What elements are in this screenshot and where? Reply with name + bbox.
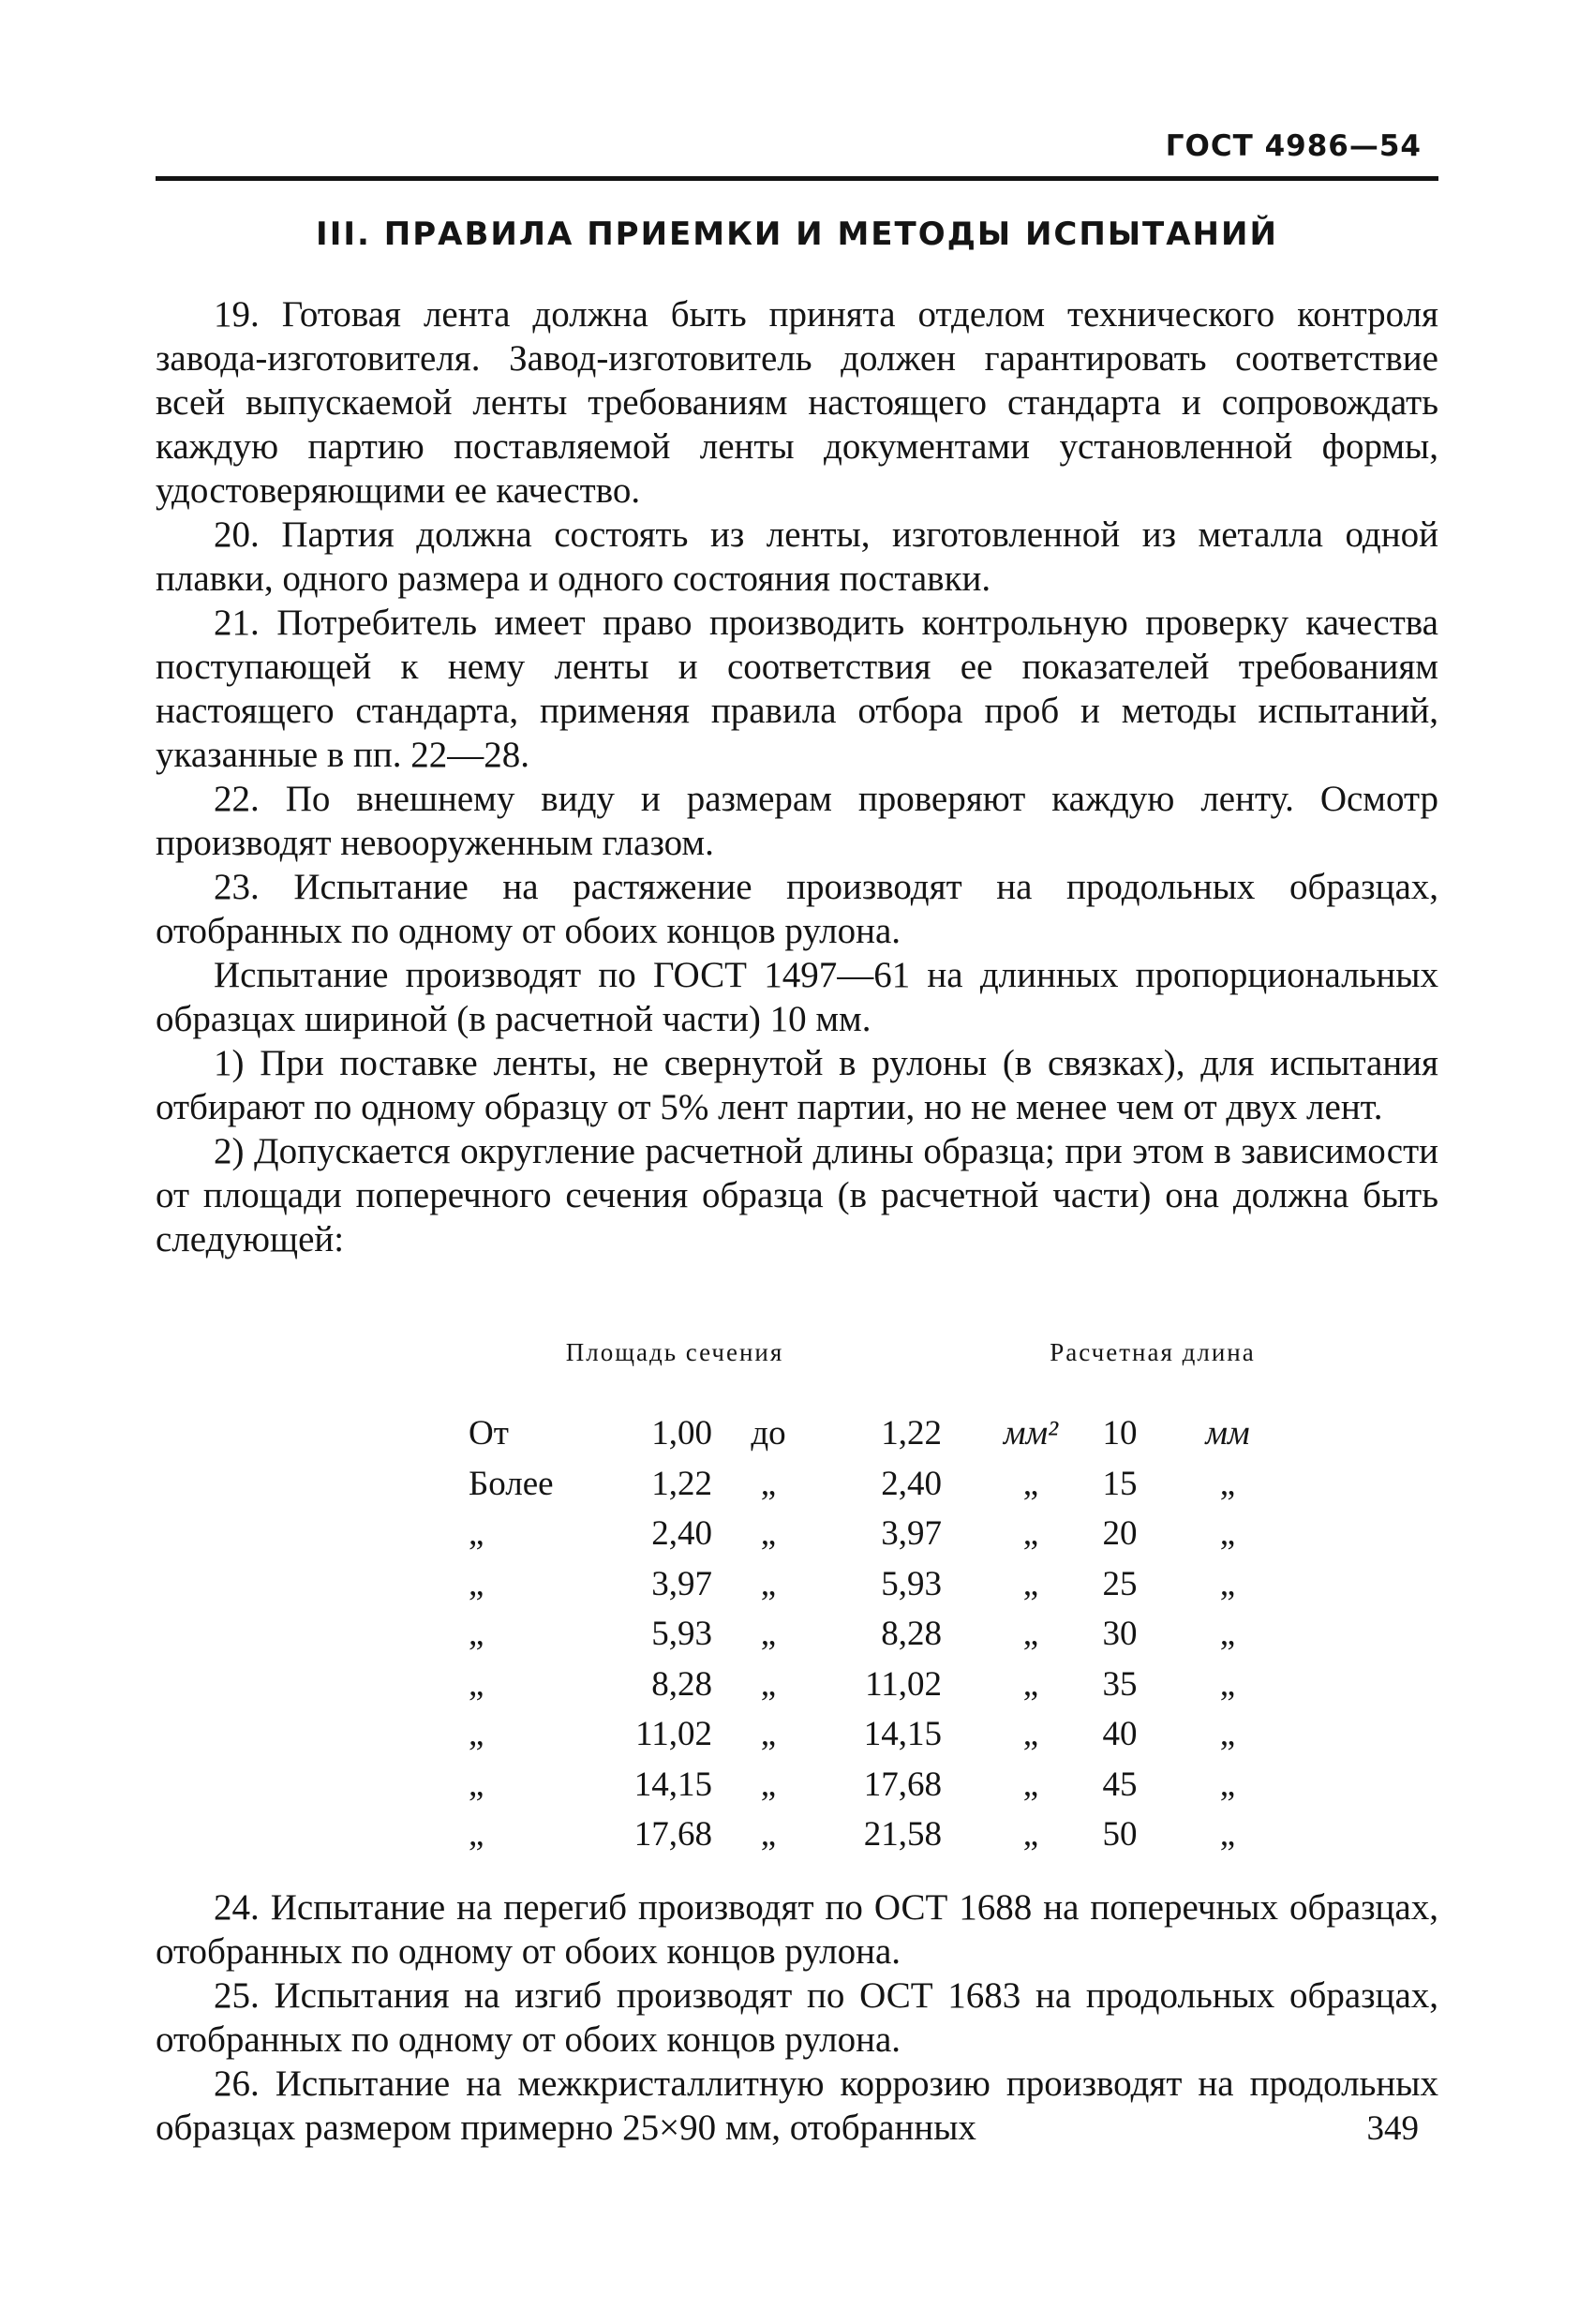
cell-prefix: „	[469, 1715, 484, 1753]
cell-area-to: 5,93	[881, 1564, 942, 1603]
paragraph-26: 26. Испытание на межкристаллитную коррозию производят на продольных образцах размером примерно 25×90 мм, отобранных	[156, 2063, 1438, 2148]
cell-area-unit: мм²	[1003, 1414, 1059, 1452]
cell-prefix: „	[469, 1564, 484, 1603]
cell-prefix: От	[469, 1414, 509, 1452]
cell-length: 10	[1102, 1414, 1138, 1452]
cell-area-to: 17,68	[863, 1765, 942, 1804]
cell-prefix: „	[469, 1765, 484, 1804]
cell-area-to: 21,58	[863, 1815, 942, 1854]
cell-prefix: „	[469, 1615, 484, 1653]
cell-area-from: 1,00	[651, 1414, 712, 1452]
cell-area-to: 8,28	[881, 1615, 942, 1653]
text-block-lower	[156, 1885, 1438, 2150]
standard-code-header: ГОСТ 4986—54	[1165, 129, 1422, 163]
cell-area-unit: „	[1022, 1664, 1039, 1704]
cell-separator: „	[760, 1464, 777, 1503]
cell-area-unit: „	[1022, 1615, 1039, 1653]
cell-separator: „	[760, 1615, 777, 1653]
paragraph-23-method: Испытание производят по ГОСТ 1497—61 на длинных пропорциональных образцах шириной (в расчетной части) 10 мм.	[156, 955, 1438, 1039]
cell-separator: „	[760, 1664, 777, 1704]
cell-length-unit: „	[1219, 1765, 1236, 1804]
cell-area-from: 14,15	[633, 1765, 712, 1804]
cell-area-to: 3,97	[881, 1514, 942, 1553]
cell-area-from: 8,28	[651, 1664, 712, 1704]
cell-length: 15	[1102, 1464, 1138, 1503]
section-title: III. ПРАВИЛА ПРИЕМКИ И МЕТОДЫ ИСПЫТАНИЙ	[316, 216, 1278, 253]
cell-area-unit: „	[1022, 1765, 1039, 1804]
cell-area-to: 11,02	[865, 1664, 942, 1704]
cell-length: 25	[1102, 1564, 1138, 1603]
cell-separator: „	[760, 1815, 777, 1854]
cell-length-unit: „	[1219, 1514, 1236, 1553]
cell-prefix: „	[469, 1664, 484, 1704]
cell-area-unit: „	[1022, 1715, 1039, 1753]
cell-length-unit: „	[1219, 1715, 1236, 1753]
cell-length-unit: „	[1219, 1564, 1236, 1603]
paragraph-20: 20. Партия должна состоять из ленты, изготовленной из металла одной плавки, одного размера и одного состояния поставки.	[156, 514, 1438, 599]
cell-prefix: „	[469, 1815, 484, 1854]
cell-separator: „	[760, 1514, 777, 1553]
header-rule	[156, 176, 1438, 181]
cell-length: 45	[1102, 1765, 1138, 1804]
page-number: 349	[1366, 2109, 1419, 2148]
cell-length: 35	[1102, 1664, 1138, 1704]
text-block-upper	[156, 292, 1438, 1261]
table-header-area: Площадь сечения	[565, 1338, 784, 1366]
cell-area-from: 3,97	[651, 1564, 712, 1603]
cell-prefix: „	[469, 1514, 484, 1553]
cell-area-from: 1,22	[651, 1464, 712, 1503]
cell-area-from: 11,02	[635, 1715, 712, 1753]
cell-separator: до	[751, 1414, 786, 1452]
cell-length: 20	[1102, 1514, 1138, 1553]
cell-area-from: 2,40	[651, 1514, 712, 1553]
cell-area-unit: „	[1022, 1464, 1039, 1503]
cell-length: 50	[1102, 1815, 1138, 1854]
cell-length-unit: „	[1219, 1664, 1236, 1704]
cell-area-unit: „	[1022, 1514, 1039, 1553]
cell-prefix: Более	[469, 1464, 554, 1503]
paragraph-24: 24. Испытание на перегиб производят по ОСТ 1688 на поперечных образцах, отобранных по одному от обоих концов рулона.	[156, 1887, 1438, 1972]
cell-separator: „	[760, 1765, 777, 1804]
cell-length-unit: „	[1219, 1615, 1236, 1653]
paragraph-25: 25. Испытания на изгиб производят по ОСТ 1683 на продольных образцах, отобранных по одному от обоих концов рулона.	[156, 1975, 1438, 2060]
cell-area-to: 1,22	[881, 1414, 942, 1452]
cell-area-to: 14,15	[863, 1715, 942, 1753]
cell-area-unit: „	[1022, 1815, 1039, 1854]
cell-length: 30	[1102, 1615, 1138, 1653]
paragraph-23: 23. Испытание на растяжение производят на продольных образцах, отобранных по одному от обоих концов рулона.	[156, 867, 1438, 951]
paragraph-21: 21. Потребитель имеет право производить контрольную проверку качества поступающей к нему ленты и соответствия ее показателей требованиям настоящего стандарта, применяя правила отбора проб и методы испытаний, указанные в пп. 22—28.	[156, 603, 1438, 775]
cell-separator: „	[760, 1715, 777, 1753]
cell-length-unit: „	[1219, 1815, 1236, 1854]
cell-separator: „	[760, 1564, 777, 1603]
table-header-length: Расчетная длина	[1050, 1338, 1256, 1366]
cell-length: 40	[1102, 1715, 1138, 1753]
paragraph-23-item-2: 2) Допускается округление расчетной длины образца; при этом в зависимости от площади поперечного сечения образца (в расчетной части) она должна быть следующей:	[156, 1131, 1438, 1259]
cell-area-unit: „	[1022, 1564, 1039, 1603]
paragraph-19: 19. Готовая лента должна быть принята отделом технического контроля завода-изготовителя. Завод-изготовитель должен гарантировать соответствие всей выпускаемой ленты требованиям настоящего стандарта и сопровождать каждую партию поставляемой ленты документами установленной формы, удостоверяющими ее качество.	[156, 294, 1438, 511]
cell-length-unit: „	[1219, 1464, 1236, 1503]
cell-area-from: 5,93	[651, 1615, 712, 1653]
paragraph-23-item-1: 1) При поставке ленты, не свернутой в рулоны (в связках), для испытания отбирают по одному образцу от 5% лент партии, но не менее чем от двух лент.	[156, 1043, 1438, 1127]
cell-length-unit: мм	[1205, 1414, 1250, 1452]
cell-area-from: 17,68	[633, 1815, 712, 1854]
gauge-length-table	[0, 1338, 1594, 1863]
paragraph-22: 22. По внешнему виду и размерам проверяют каждую ленту. Осмотр производят невооруженным глазом.	[156, 779, 1438, 863]
cell-area-to: 2,40	[881, 1464, 942, 1503]
